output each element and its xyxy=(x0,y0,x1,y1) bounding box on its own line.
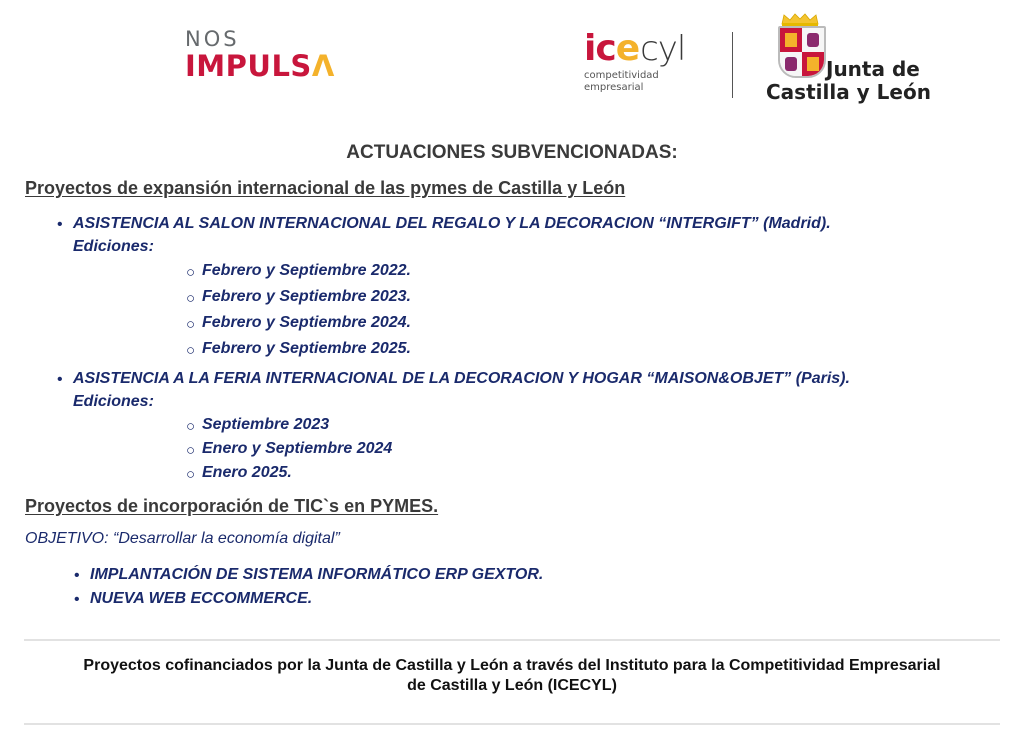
editions-label: Ediciones: xyxy=(73,393,154,410)
edition-item: Febrero y Septiembre 2022. xyxy=(202,262,411,279)
logo-divider xyxy=(732,32,733,98)
section-heading-expansion: Proyectos de expansión internacional de las pymes de Castilla y León xyxy=(25,178,626,198)
nos-impulsa-logo xyxy=(185,28,355,90)
list-item-intergift: ASISTENCIA AL SALON INTERNACIONAL DEL REGALO Y LA DECORACION “INTERGIFT” (Madrid). xyxy=(73,215,831,232)
circle-bullet-icon: ○ xyxy=(186,290,196,307)
objective-text: OBJETIVO: “Desarrollar la economía digital” xyxy=(25,530,340,547)
bullet-icon: • xyxy=(74,591,80,608)
bullet-icon: • xyxy=(74,567,80,584)
editions-label: Ediciones: xyxy=(73,238,154,255)
junta-text-line1: Junta de xyxy=(826,57,920,81)
footer-line-2: de Castilla y León (ICECYL) xyxy=(407,677,617,694)
logo-impulsa-accent: Λ xyxy=(311,49,335,83)
icecyl-wordmark xyxy=(584,30,704,70)
coat-of-arms-icon xyxy=(778,26,826,78)
list-item-web: NUEVA WEB ECCOMMERCE. xyxy=(90,590,313,607)
logo-impulsa-main: IMPULS xyxy=(185,49,312,83)
lion-icon xyxy=(785,57,797,71)
circle-bullet-icon: ○ xyxy=(186,466,196,483)
bullet-icon: • xyxy=(57,216,63,233)
icecyl-subtitle-1: competitividad xyxy=(584,70,659,81)
crown-icon xyxy=(780,12,820,26)
page-title: ACTUACIONES SUBVENCIONADAS: xyxy=(346,142,678,163)
section-heading-tic: Proyectos de incorporación de TIC`s en PYMES. xyxy=(25,496,439,516)
lion-icon xyxy=(807,33,819,47)
edition-item: Enero 2025. xyxy=(202,464,292,481)
bullet-icon: • xyxy=(57,371,63,388)
edition-item: Enero y Septiembre 2024 xyxy=(202,440,393,457)
edition-item: Febrero y Septiembre 2024. xyxy=(202,314,411,331)
icecyl-cyl: cyl xyxy=(640,29,686,69)
circle-bullet-icon: ○ xyxy=(186,316,196,333)
junta-castilla-leon-logo xyxy=(764,12,931,104)
logo-nos-text: NOS xyxy=(185,27,240,51)
icecyl-ic: ic xyxy=(584,28,616,69)
icecyl-subtitle-2: empresarial xyxy=(584,82,644,93)
logo-impulsa-text xyxy=(185,50,355,82)
footer-line-1: Proyectos cofinanciados por la Junta de Castilla y León a través del Instituto para la Competitividad Empresarial xyxy=(83,657,941,674)
castle-icon xyxy=(807,57,819,71)
edition-item: Septiembre 2023 xyxy=(202,416,330,433)
circle-bullet-icon: ○ xyxy=(186,442,196,459)
circle-bullet-icon: ○ xyxy=(186,342,196,359)
icecyl-logo xyxy=(584,30,704,102)
edition-item: Febrero y Septiembre 2025. xyxy=(202,340,411,357)
icecyl-e: e xyxy=(615,28,641,69)
castle-icon xyxy=(785,33,797,47)
footer-cofinancing-note xyxy=(0,656,1024,696)
circle-bullet-icon: ○ xyxy=(186,418,196,435)
junta-text-line2: Castilla y León xyxy=(766,80,931,104)
list-item-maison-objet: ASISTENCIA A LA FERIA INTERNACIONAL DE LA DECORACION Y HOGAR “MAISON&OBJET” (Paris). xyxy=(73,370,850,387)
list-item-erp: IMPLANTACIÓN DE SISTEMA INFORMÁTICO ERP GEXTOR. xyxy=(90,566,544,583)
divider-top xyxy=(24,639,1000,641)
divider-bottom xyxy=(24,723,1000,725)
circle-bullet-icon: ○ xyxy=(186,264,196,281)
edition-item: Febrero y Septiembre 2023. xyxy=(202,288,411,305)
